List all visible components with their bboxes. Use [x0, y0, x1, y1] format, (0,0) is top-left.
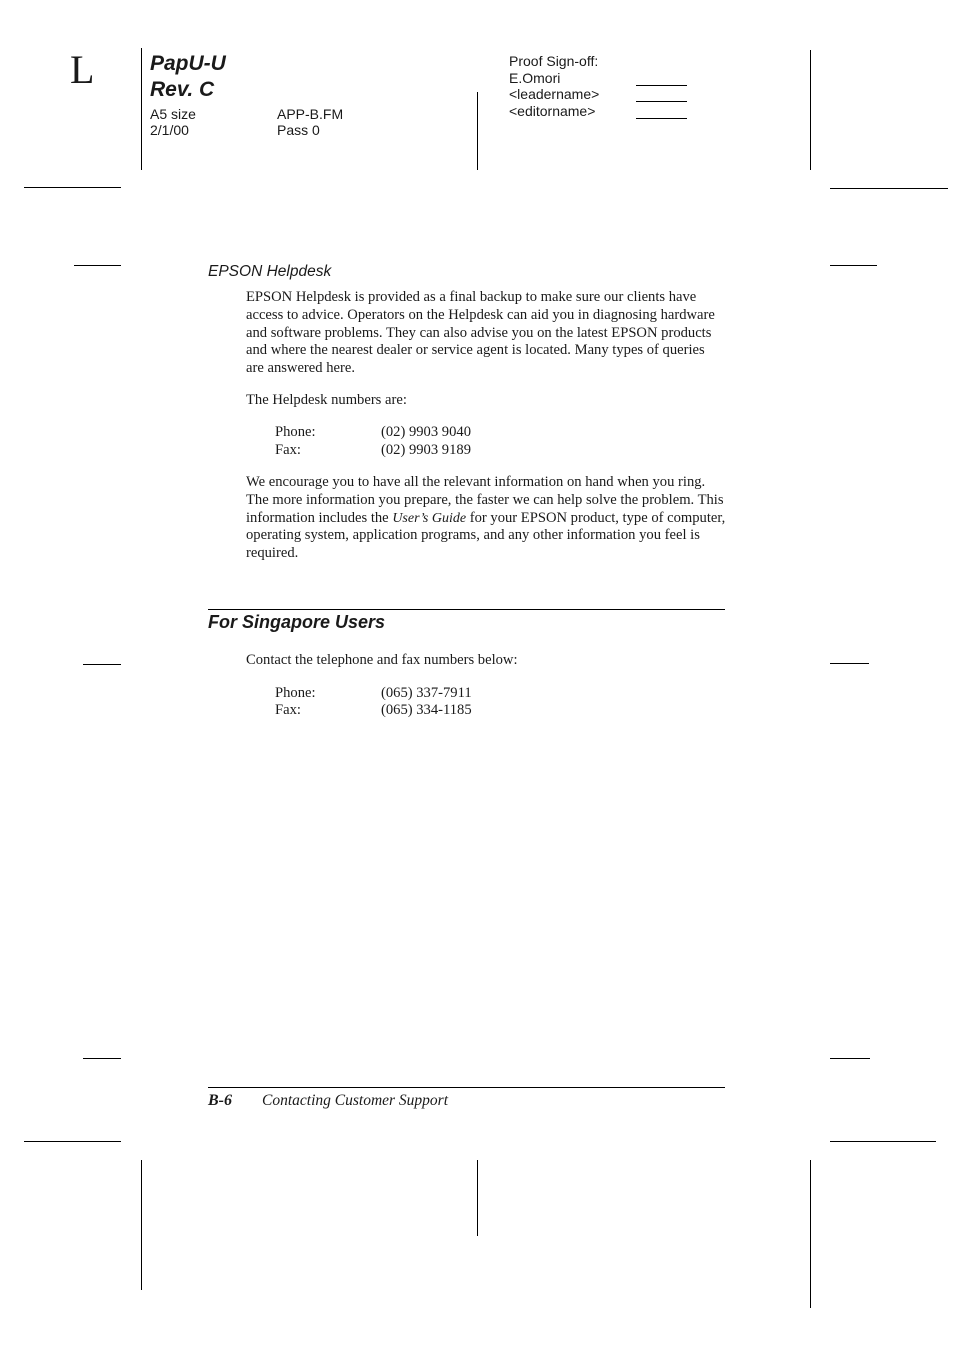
singapore-phone-label: Phone:: [275, 685, 316, 701]
corner-letter: L: [70, 47, 95, 92]
size-label: A5 size: [150, 106, 196, 122]
signature-line-3: [636, 118, 687, 119]
helpdesk-encourage-text: [246, 474, 726, 563]
signature-line-1: [636, 85, 687, 86]
crop-mark-top-right-vertical: [810, 50, 811, 170]
singapore-phone-value: (065) 337-7911: [381, 685, 472, 701]
register-mark-right-3: [830, 1058, 870, 1059]
helpdesk-encourage-paragraph: [246, 474, 726, 563]
proof-name-2: <leadername>: [509, 86, 600, 102]
footer-page-number: B-6: [208, 1092, 232, 1109]
singapore-intro: Contact the telephone and fax numbers below:: [246, 652, 518, 668]
helpdesk-subheading: EPSON Helpdesk: [208, 263, 332, 280]
helpdesk-numbers-intro: The Helpdesk numbers are:: [246, 392, 407, 408]
helpdesk-fax-label: Fax:: [275, 442, 301, 458]
file-name: APP-B.FM: [277, 106, 344, 122]
section-rule-singapore: [208, 609, 725, 610]
proof-name-1: E.Omori: [509, 70, 561, 86]
signature-line-2: [636, 101, 687, 102]
pass-label: Pass 0: [277, 122, 320, 138]
crop-mark-bottom-right-vertical: [810, 1160, 811, 1308]
helpdesk-phone-value: (02) 9903 9040: [381, 424, 471, 440]
proof-signoff-title: Proof Sign-off:: [509, 53, 599, 69]
encourage-text-after: for your EPSON product, type of computer, operating system, application programs, and any other information you feel is required.: [246, 509, 726, 562]
register-mark-left-1: [74, 265, 121, 266]
helpdesk-phone-label: Phone:: [275, 424, 316, 440]
helpdesk-intro-text: EPSON Helpdesk is provided as a final backup to make sure our clients have access to advice. Operators on the Helpdesk can aid you in diagnosing hardware and software problems. They can also advise you on the latest EPSON products and where the nearest dealer or service agent is located. Many types of queries are answered here.: [246, 289, 715, 377]
crop-mark-bottom-left-vertical: [141, 1160, 142, 1290]
helpdesk-fax-value: (02) 9903 9189: [381, 442, 471, 458]
singapore-fax-value: (065) 334-1185: [381, 702, 472, 718]
register-mark-right-2: [830, 663, 869, 664]
brand-line-2: Rev. C: [150, 78, 215, 101]
singapore-fax-label: Fax:: [275, 702, 301, 718]
crop-mark-top-center-vertical: [477, 92, 478, 170]
users-guide-emphasis: User’s Guide: [392, 510, 467, 526]
register-mark-right-1: [830, 265, 877, 266]
crop-mark-bottom-right-horizontal: [830, 1141, 936, 1142]
singapore-section-title: For Singapore Users: [208, 612, 386, 632]
brand-line-1: PapU-U: [150, 52, 226, 75]
register-mark-left-2: [83, 664, 121, 665]
helpdesk-intro-paragraph: [246, 289, 726, 378]
footer-rule: [208, 1087, 725, 1088]
crop-mark-top-left-vertical: [141, 48, 142, 170]
encourage-text-before: We encourage you to have all the relevant information on hand when you ring. The more information you prepare, the faster we can help solve the problem. This information includes the: [246, 474, 724, 526]
crop-mark-bottom-left-horizontal: [24, 1141, 121, 1142]
proof-name-3: <editorname>: [509, 103, 596, 119]
footer-chapter-title: Contacting Customer Support: [262, 1092, 449, 1109]
revision-date: 2/1/00: [150, 122, 189, 138]
crop-mark-top-left-horizontal: [24, 187, 121, 188]
crop-mark-top-right-horizontal: [830, 188, 948, 189]
register-mark-left-3: [83, 1058, 121, 1059]
crop-mark-bottom-center-vertical: [477, 1160, 478, 1236]
